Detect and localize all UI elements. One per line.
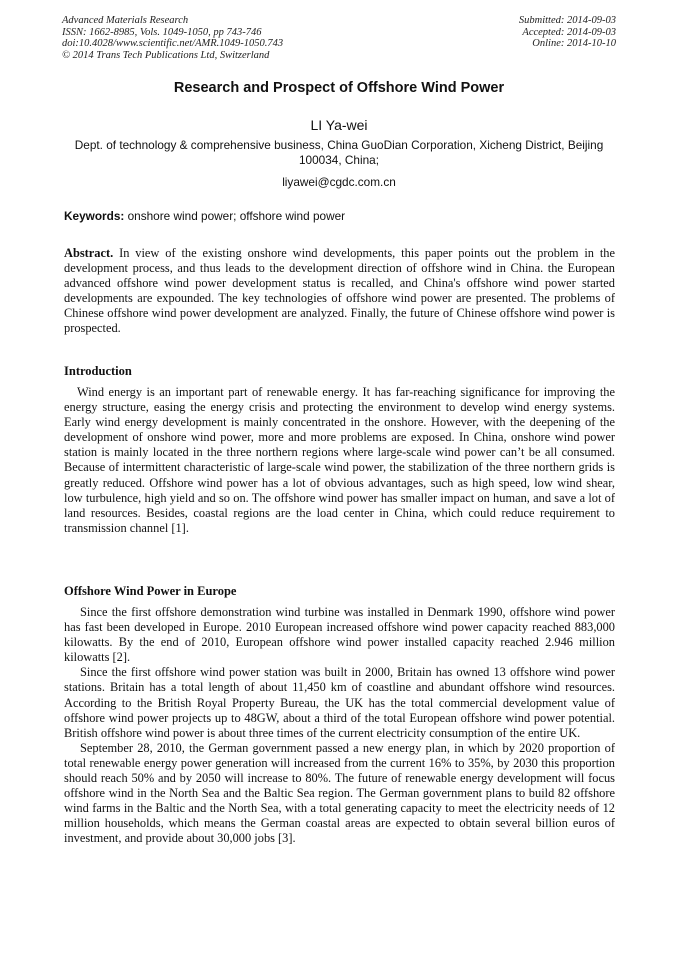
- author-name: LI Ya-wei: [310, 117, 368, 133]
- paper-title: Research and Prospect of Offshore Wind Power: [173, 80, 505, 96]
- author-email: liyawei@cgdc.com.cn: [282, 175, 396, 189]
- submitted-date: Submitted: 2014-09-03: [518, 15, 616, 26]
- doi-line: doi:10.4028/www.scientific.net/AMR.1049-1050.743: [62, 38, 284, 50]
- keywords-text: onshore wind power; offshore wind power: [124, 209, 346, 223]
- abstract: [64, 246, 615, 337]
- introduction-body: [64, 385, 615, 536]
- journal-header-left: [62, 15, 283, 61]
- keywords: [64, 209, 624, 223]
- issn-line: ISSN: 1662-8985, Vols. 1049-1050, pp 743-746: [62, 26, 262, 38]
- europe-body: [64, 605, 615, 847]
- journal-name: Advanced Materials Research: [62, 15, 189, 26]
- copyright-line: © 2014 Trans Tech Publications Ltd, Switzerland: [62, 49, 270, 61]
- online-date: Online: 2014-10-10: [532, 38, 616, 50]
- author-affiliation: Dept. of technology & comprehensive business, China GuoDian Corporation, Xicheng District, Beijing 100034, China;: [74, 138, 604, 167]
- section-heading-europe: Offshore Wind Power in Europe: [64, 584, 237, 598]
- abstract-label: Abstract.: [64, 246, 114, 260]
- europe-paragraph-1: Since the first offshore demonstration wind turbine was installed in Denmark 1990, offshore wind power has fast been developed in Europe. 2010 European increased offshore wind power capacity reached 883,000 kilowatts. By the end of 2010, European offshore wind power installed capacity reached 2.946 million kilowatts [2].: [64, 605, 615, 665]
- journal-header-right: [519, 15, 616, 50]
- europe-paragraph-2: Since the first offshore wind power station was built in 2000, Britain has owned 13 offshore wind power stations. Britain has a total length of about 11,450 km of coastline and abundant offshore wind resources. According to the British Royal Property Bureau, the UK has the total commercial development value of offshore wind power projects up to 48GW, about a third of the total European offshore wind power potential. British offshore wind power is about three times of the current electricity consumption of the entire UK.: [64, 665, 615, 740]
- keywords-label: Keywords:: [64, 209, 125, 223]
- introduction-paragraph: Wind energy is an important part of renewable energy. It has far-reaching significance for improving the energy structure, easing the energy crisis and protecting the environment to develop wind energy systems. Early wind energy development is mainly concentrated in the onshore. However, with the deepening of the development of onshore wind power, more and more problems are exposed. In China, onshore wind power station is mainly located in the three northern regions where large-scale wind power can’t be all consumed. Because of intermittent characteristic of large-scale wind power, the stabilization of the three northern grids is greatly reduced. Offshore wind power has a lot of obvious advantages, such as high speed, low wind shear, low turbulence, high yield and so on. The offshore wind power has smaller impact on human, and save a lot of land resources. Besides, coastal regions are the load center in China, which could reduce requirement to transmission channel [1].: [64, 385, 615, 535]
- abstract-text: In view of the existing onshore wind developments, this paper points out the problem in the development process, and thus leads to the development direction of offshore wind in China. the European advanced offshore wind power development status is recalled, and China's offshore wind power started developments are expounded. The key technologies of offshore wind power are presented. The problems of Chinese offshore wind power development are analyzed. Finally, the future of Chinese offshore wind power is prospected.: [64, 246, 615, 336]
- accepted-date: Accepted: 2014-09-03: [522, 26, 616, 38]
- europe-paragraph-3: September 28, 2010, the German government passed a new energy plan, in which by 2020 proportion of total renewable energy power generation will increased from the current 16% to 35%, by 2030 this proportion should reach 50% and by 2050 will increase to 80%. The future of renewable energy development will focus offshore wind in the North Sea and the Baltic Sea region. The German government plans to build 82 offshore wind farms in the Baltic and the North Sea, with a total generating capacity to meet the electricity needs of 12 million households, which means the German coastal areas are expected to obtain several billion euros of investment, and provide about 30,000 jobs [3].: [64, 740, 615, 846]
- section-heading-introduction: Introduction: [64, 364, 132, 378]
